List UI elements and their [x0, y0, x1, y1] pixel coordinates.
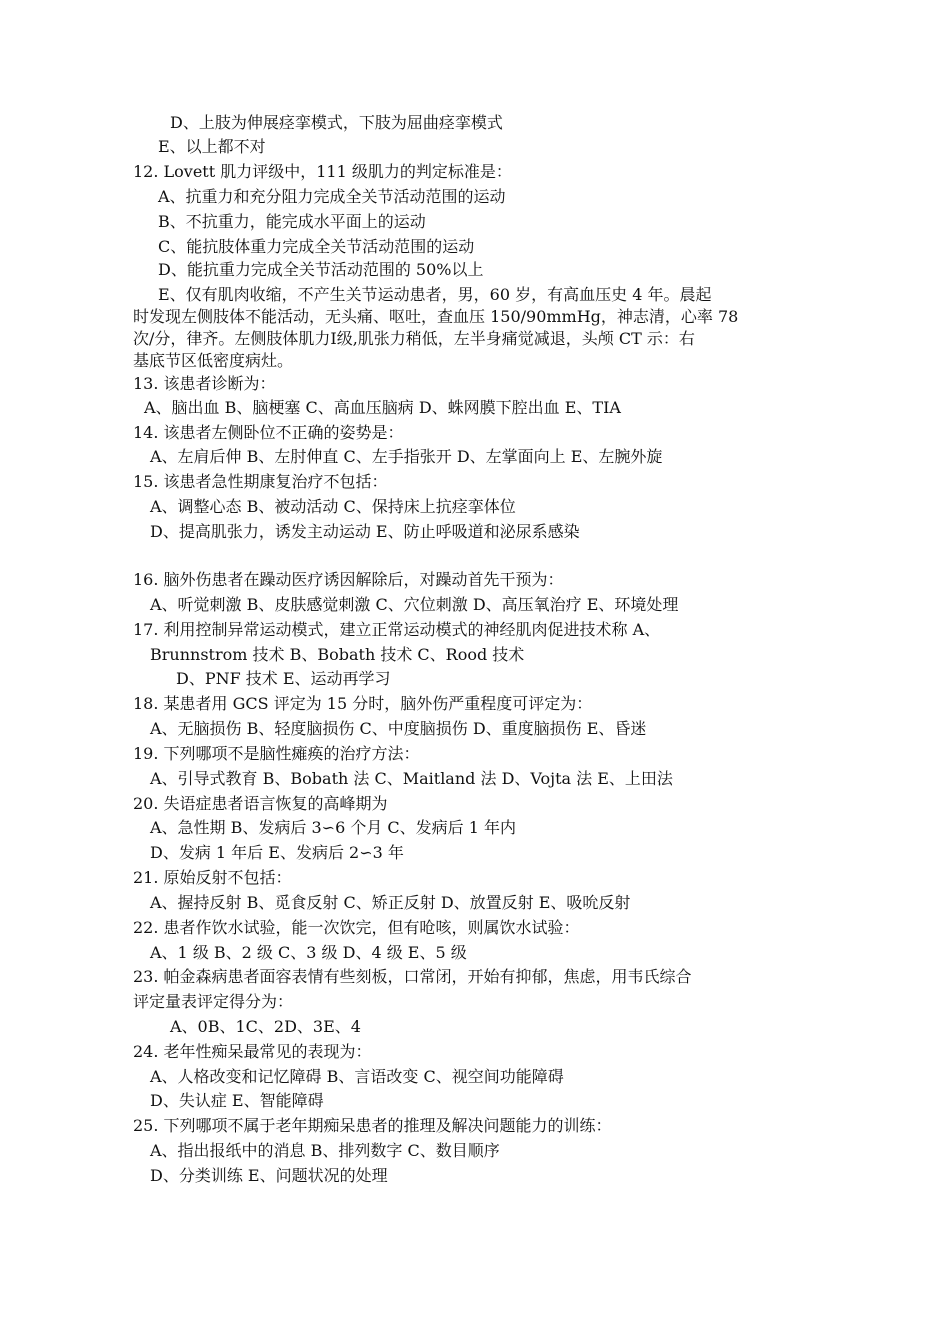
- option-line: D、能抗重力完成全关节活动范围的 50%以上: [158, 260, 484, 279]
- option-line: D、失认症 E、智能障碍: [150, 1091, 324, 1110]
- option-line: A、1 级 B、2 级 C、3 级 D、4 级 E、5 级: [150, 943, 467, 962]
- case-line: E、仅有肌肉收缩，不产生关节运动患者，男，60 岁，有高血压史 4 年。晨起: [158, 285, 712, 304]
- question-line: 14. 该患者左侧卧位不正确的姿势是：: [133, 423, 404, 442]
- question-line: 18. 某患者用 GCS 评定为 15 分时，脑外伤严重程度可评定为：: [133, 694, 593, 713]
- option-line: A、听觉刺激 B、皮肤感觉刺激 C、穴位刺激 D、高压氧治疗 E、环境处理: [150, 595, 679, 614]
- question-line: 15. 该患者急性期康复治疗不包括：: [133, 472, 388, 491]
- option-line: Brunnstrom 技术 B、Bobath 技术 C、Rood 技术: [150, 645, 525, 664]
- question-line: 20. 失语症患者语言恢复的高峰期为: [133, 794, 388, 813]
- case-line: 次/分，律齐。左侧肢体肌力Ⅰ级,肌张力稍低，左半身痛觉减退，头颅 CT 示：右: [133, 329, 695, 348]
- question-line: 17. 利用控制异常运动模式，建立正常运动模式的神经肌肉促进技术称 A、: [133, 620, 661, 639]
- option-line: A、人格改变和记忆障碍 B、言语改变 C、视空间功能障碍: [150, 1067, 564, 1086]
- question-line: 21. 原始反射不包括：: [133, 868, 292, 887]
- option-line: A、脑出血 B、脑梗塞 C、高血压脑病 D、蛛网膜下腔出血 E、TIA: [144, 398, 621, 417]
- option-line: A、握持反射 B、觅食反射 C、矫正反射 D、放置反射 E、吸吮反射: [150, 893, 631, 912]
- option-line: A、左肩后伸 B、左肘伸直 C、左手指张开 D、左掌面向上 E、左腕外旋: [150, 447, 663, 466]
- text-line: D、上肢为伸展痉挛模式，下肢为屈曲痉挛模式: [170, 113, 503, 132]
- question-line: 12. Lovett 肌力评级中，111 级肌力的判定标准是：: [133, 162, 512, 181]
- question-line: 24. 老年性痴呆最常见的表现为：: [133, 1042, 372, 1061]
- case-line: 时发现左侧肢体不能活动，无头痛、呕吐，查血压 150/90mmHg，神志清，心率 78: [133, 307, 739, 326]
- option-line: C、能抗肢体重力完成全关节活动范围的运动: [158, 237, 475, 256]
- option-line: A、0B、1C、2D、3E、4: [170, 1017, 361, 1036]
- case-line: 基底节区低密度病灶。: [133, 351, 294, 370]
- option-line: A、指出报纸中的消息 B、排列数字 C、数目顺序: [150, 1141, 500, 1160]
- question-line: 评定量表评定得分为：: [133, 992, 294, 1011]
- option-line: A、急性期 B、发病后 3∽6 个月 C、发病后 1 年内: [150, 818, 517, 837]
- option-line: A、无脑损伤 B、轻度脑损伤 C、中度脑损伤 D、重度脑损伤 E、昏迷: [150, 719, 647, 738]
- option-line: D、分类训练 E、问题状况的处理: [150, 1166, 388, 1185]
- question-line: 13. 该患者诊断为：: [133, 374, 276, 393]
- option-line: D、提高肌张力，诱发主动运动 E、防止呼吸道和泌尿系感染: [150, 522, 580, 541]
- question-line: 16. 脑外伤患者在躁动医疗诱因解除后，对躁动首先干预为：: [133, 570, 564, 589]
- question-line: 25. 下列哪项不属于老年期痴呆患者的推理及解决问题能力的训练：: [133, 1116, 612, 1135]
- option-line: A、调整心态 B、被动活动 C、保持床上抗痉挛体位: [150, 497, 516, 516]
- question-line: 19. 下列哪项不是脑性瘫痪的治疗方法：: [133, 744, 420, 763]
- question-line: 22. 患者作饮水试验，能一次饮完，但有呛咳，则属饮水试验：: [133, 918, 580, 937]
- option-line: B、不抗重力，能完成水平面上的运动: [158, 212, 426, 231]
- option-line: D、PNF 技术 E、运动再学习: [176, 669, 391, 688]
- question-line: 23. 帕金森病患者面容表情有些刻板，口常闭，开始有抑郁，焦虑，用韦氏综合: [133, 967, 692, 986]
- text-line: E、以上都不对: [158, 137, 266, 156]
- option-line: A、引导式教育 B、Bobath 法 C、Maitland 法 D、Vojta 法 E、上田法: [150, 769, 673, 788]
- option-line: A、抗重力和充分阻力完成全关节活动范围的运动: [158, 187, 506, 206]
- option-line: D、发病 1 年后 E、发病后 2∽3 年: [150, 843, 404, 862]
